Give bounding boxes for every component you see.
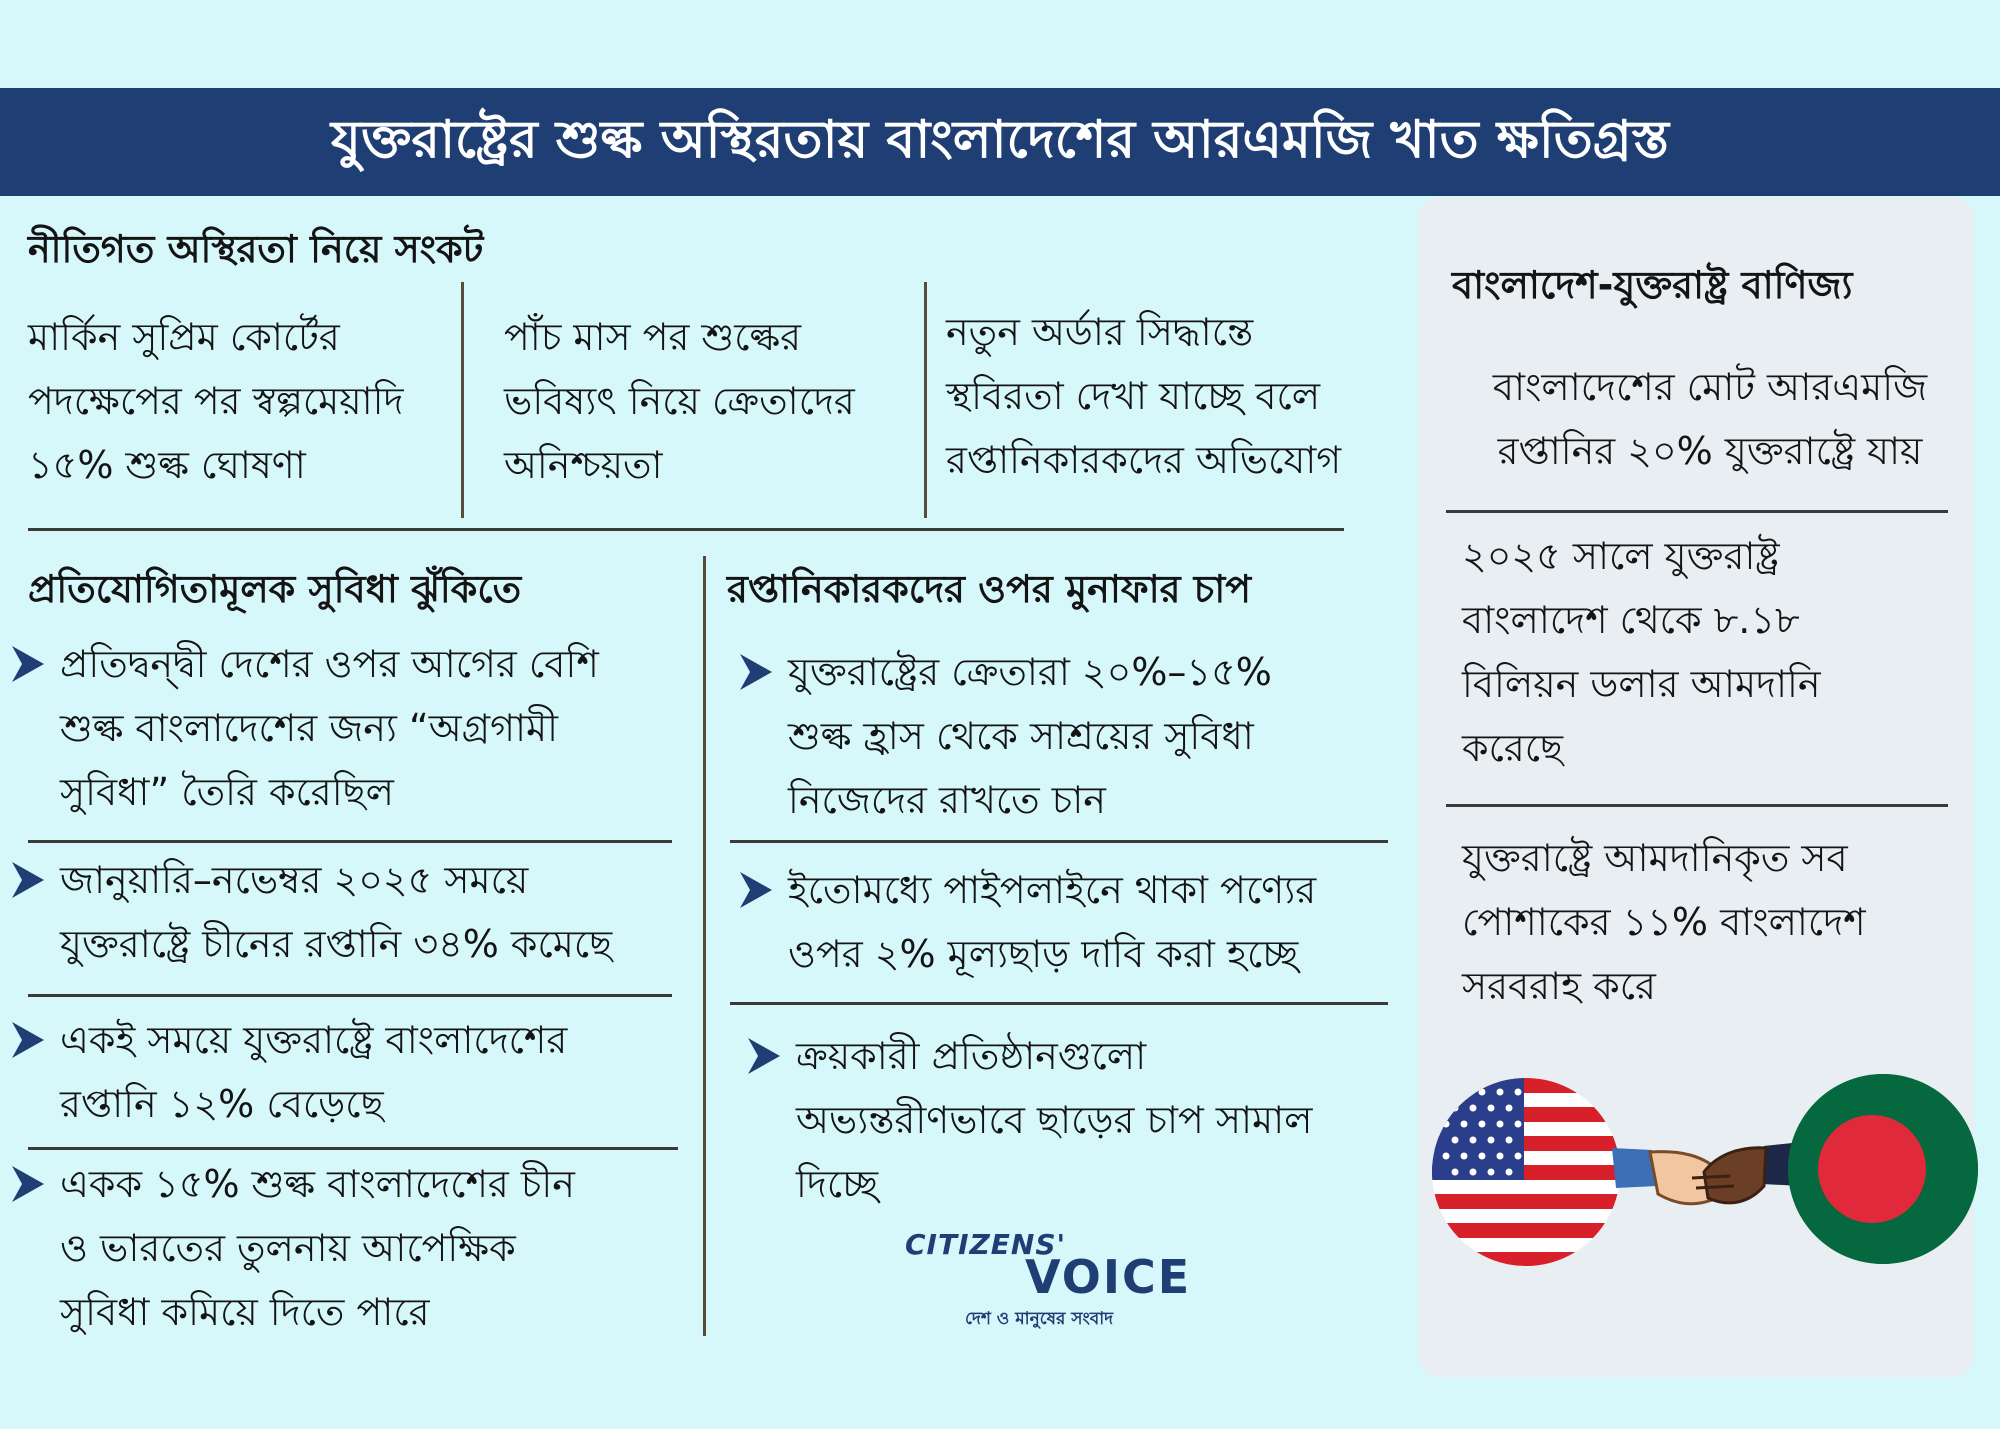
arrow-bullet-icon [738, 652, 774, 692]
list-item [796, 1024, 1376, 1216]
text-line: ২০২৫ সালে যুক্তরাষ্ট্র [1462, 534, 1780, 578]
text-line: ১৫% শুল্ক ঘোষণা [28, 443, 306, 487]
text-line: ইতোমধ্যে পাইপলাইনে থাকা পণ্যের [788, 868, 1317, 912]
list-item [60, 632, 680, 824]
text-line: শুল্ক বাংলাদেশের জন্য “অগ্রগামী [60, 706, 558, 750]
text-line: সুবিধা কমিয়ে দিতে পারে [60, 1290, 430, 1334]
item-divider [1446, 510, 1948, 513]
arrow-bullet-icon [746, 1036, 782, 1076]
trade-item-2 [1462, 524, 1932, 780]
list-item [788, 858, 1368, 986]
text-line: যুক্তরাষ্ট্রের ক্রেতারা ২০%–১৫% [788, 650, 1272, 694]
item-divider [1446, 804, 1948, 807]
text-line: রপ্তানিকারকদের অভিযোগ [946, 438, 1342, 482]
policy-heading: নীতিগত অস্থিরতা নিয়ে সংকট [28, 227, 484, 271]
text-line: অভ্যন্তরীণভাবে ছাড়ের চাপ সামাল [796, 1098, 1313, 1142]
text-line: রপ্তানি ১২% বেড়েছে [60, 1082, 384, 1126]
item-divider [28, 1147, 678, 1150]
column-divider [703, 556, 706, 1336]
text-line: ক্রয়কারী প্রতিষ্ঠানগুলো [796, 1034, 1147, 1078]
text-line: একই সময়ে যুক্তরাষ্ট্রে বাংলাদেশের [60, 1018, 568, 1062]
logo-line-2: VOICE [1025, 1250, 1192, 1304]
trade-item-3 [1462, 826, 1952, 1018]
arrow-bullet-icon [10, 1164, 46, 1204]
arrow-bullet-icon [10, 644, 46, 684]
text-line: অনিশ্চয়তা [504, 443, 663, 487]
text-line: নতুন অর্ডার সিদ্ধান্তে [946, 310, 1254, 354]
text-line: একক ১৫% শুল্ক বাংলাদেশের চীন [60, 1162, 575, 1206]
section-divider [28, 528, 1344, 531]
policy-col-3 [946, 300, 1396, 492]
text-line: দিচ্ছে [796, 1162, 879, 1206]
profit-heading: রপ্তানিকারকদের ওপর মুনাফার চাপ [727, 567, 1252, 611]
text-line: বাংলাদেশ থেকে ৮.১৮ [1462, 598, 1800, 642]
list-item [788, 640, 1348, 832]
text-line: ওপর ২% মূল্যছাড় দাবি করা হচ্ছে [788, 932, 1299, 976]
item-divider [730, 840, 1388, 843]
trade-item-1 [1470, 355, 1950, 483]
competitive-heading: প্রতিযোগিতামূলক সুবিধা ঝুঁকিতে [28, 567, 522, 611]
text-line: রপ্তানির ২০% যুক্তরাষ্ট্রে যায় [1497, 429, 1923, 473]
item-divider [28, 994, 672, 997]
text-line: ভবিষ্যৎ নিয়ে ক্রেতাদের [504, 379, 855, 423]
item-divider [730, 1002, 1388, 1005]
text-line: নিজেদের রাখতে চান [788, 778, 1106, 822]
list-item [60, 1008, 680, 1136]
text-line: পোশাকের ১১% বাংলাদেশ [1462, 900, 1866, 944]
divider [924, 282, 927, 518]
text-line: শুল্ক হ্রাস থেকে সাশ্রয়ের সুবিধা [788, 714, 1254, 758]
text-line: বিলিয়ন ডলার আমদানি [1462, 662, 1821, 706]
text-line: ও ভারতের তুলনায় আপেক্ষিক [60, 1226, 516, 1270]
policy-col-2 [504, 305, 924, 497]
trade-heading: বাংলাদেশ-যুক্তরাষ্ট্র বাণিজ্য [1452, 263, 1853, 307]
divider [461, 282, 464, 518]
page-title: যুক্তরাষ্ট্রের শুল্ক অস্থিরতায় বাংলাদেশের আরএমজি খাত ক্ষতিগ্রস্ত [330, 109, 1670, 170]
text-line: যুক্তরাষ্ট্রে আমদানিকৃত সব [1462, 836, 1848, 880]
arrow-bullet-icon [738, 870, 774, 910]
text-line: পাঁচ মাস পর শুল্কের [504, 315, 801, 359]
handshake-icon [1612, 1128, 1802, 1228]
text-line: যুক্তরাষ্ট্রে চীনের রপ্তানি ৩৪% কমেছে [60, 922, 613, 966]
text-line: স্থবিরতা দেখা যাচ্ছে বলে [946, 374, 1321, 418]
text-line: বাংলাদেশের মোট আরএমজি [1492, 365, 1928, 409]
bangladesh-flag-icon [1788, 1074, 1978, 1264]
text-line: সরবরাহ করে [1462, 964, 1656, 1008]
text-line: সুবিধা” তৈরি করেছিল [60, 770, 394, 814]
text-line: মার্কিন সুপ্রিম কোর্টের [28, 315, 340, 359]
item-divider [28, 840, 672, 843]
us-flag-icon [1432, 1078, 1620, 1266]
list-item [60, 1152, 680, 1344]
arrow-bullet-icon [10, 1020, 46, 1060]
text-line: প্রতিদ্বন্দ্বী দেশের ওপর আগের বেশি [60, 642, 599, 686]
policy-col-1 [28, 305, 468, 497]
text-line: জানুয়ারি–নভেম্বর ২০২৫ সময়ে [60, 858, 529, 902]
title-banner [0, 88, 2000, 196]
arrow-bullet-icon [10, 860, 46, 900]
list-item [60, 848, 700, 976]
text-line: পদক্ষেপের পর স্বল্পমেয়াদি [28, 379, 404, 423]
logo-line-1: CITIZENS' [905, 1228, 1067, 1261]
citizens-voice-logo [905, 1228, 1195, 1338]
logo-tagline: দেশ ও মানুষের সংবাদ [965, 1309, 1114, 1329]
text-line: করেছে [1462, 726, 1564, 770]
